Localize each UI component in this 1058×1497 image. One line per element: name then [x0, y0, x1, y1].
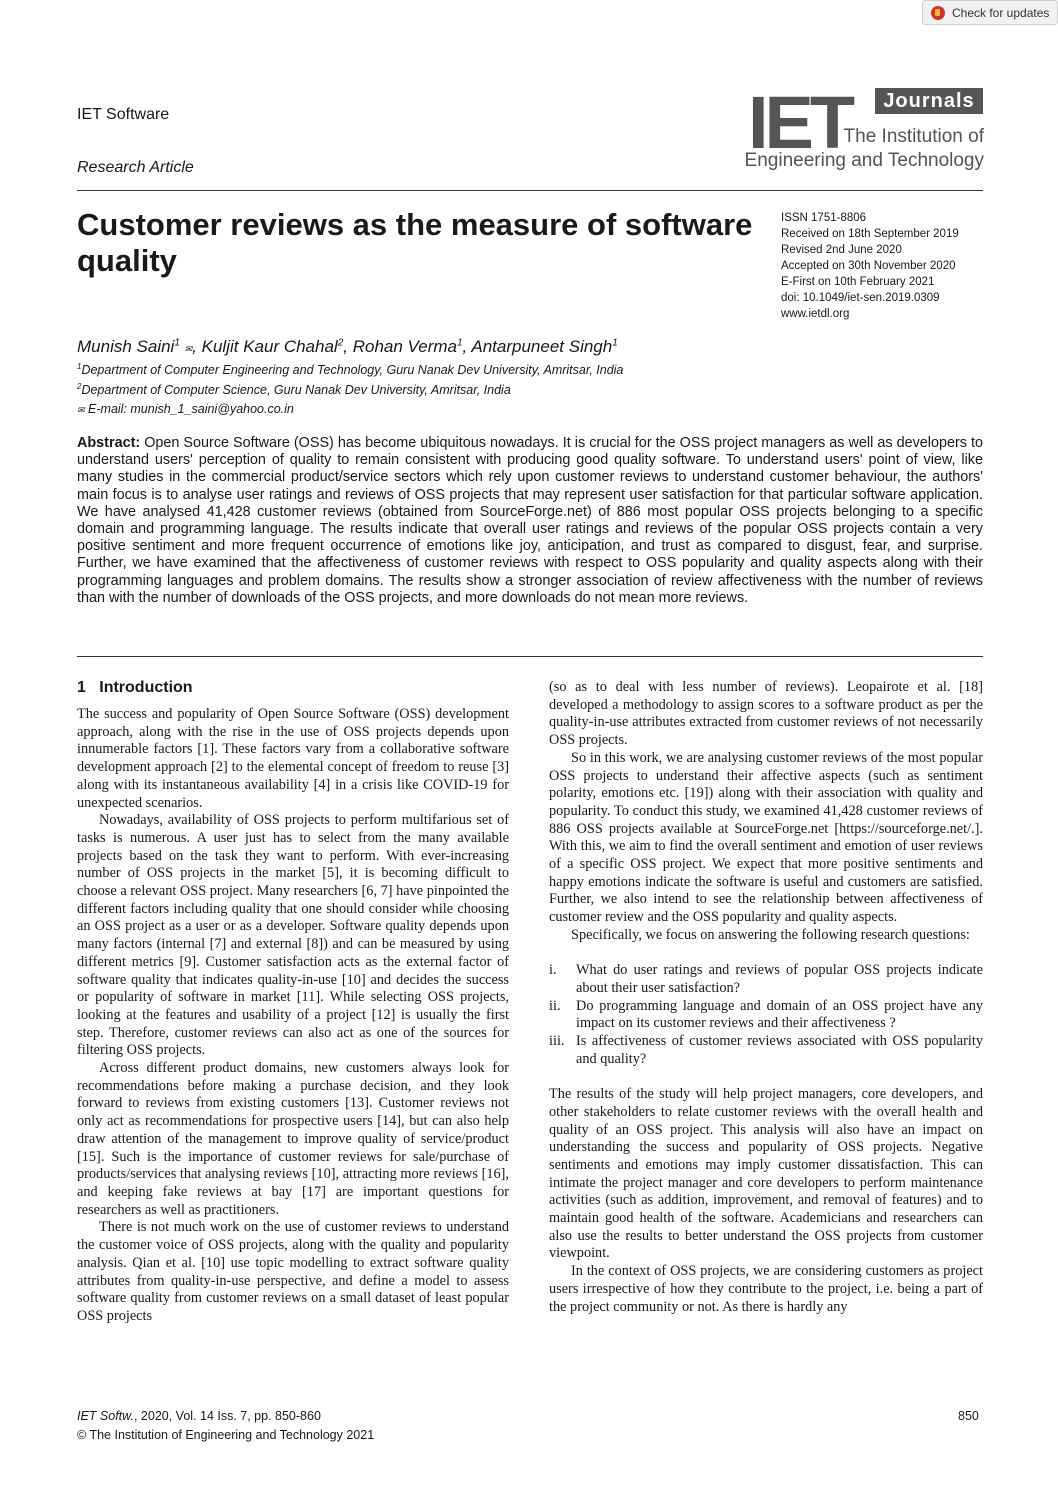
abstract	[77, 435, 983, 607]
right-column	[549, 679, 983, 1316]
iet-journals-logo	[744, 81, 984, 176]
accepted-date: Accepted on 30th November 2020	[781, 260, 956, 272]
research-question: iii. Is affectiveness of customer reviews associated with OSS popularity and quality?	[549, 1033, 983, 1067]
check-for-updates-button[interactable]	[922, 0, 1058, 25]
author-name: Munish Saini	[77, 337, 175, 356]
page-number: 850	[958, 1409, 979, 1423]
paragraph: Nowadays, availability of OSS projects to perform multifarious set of tasks is numerous. A user just has to select from the many available projects based on the task they want to perform. With ever-increasing number of OSS projects in the market [5], it is becoming difficult to choose a relevant OSS project. Many researchers [6, 7] have pinpointed the different factors including quality that one should consider while choosing an OSS project as a user or as a developer. Software quality depends upon many factors (internal [7] and external [8]) and can be measured by using different metrics [9]. Customer satisfaction acts as the external factor of software quality that indicates quality-in-use [10] and decides the success or popularity of software in market [11]. While selecting OSS projects, looking at the features and usability of a project [12] is usually the first step. Therefore, customer reviews can also act as one of the sources for filtering OSS projects.	[77, 812, 509, 1059]
envelope-icon: ✉	[77, 405, 85, 415]
section-heading: 1 Introduction	[77, 679, 193, 696]
author-name: Kuljit Kaur Chahal	[201, 337, 338, 356]
article-type: Research Article	[77, 159, 194, 176]
author-name: Rohan Verma	[352, 337, 457, 356]
author-list: Munish Saini$^1$ ✉, Kuljit Kaur Chahal$^2$, Rohan Verma$^1$, Antarpuneet Singh$^1$	[77, 337, 618, 356]
affiliation-2: $^2$Department of Computer Science, Guru Nanak Dev University, Amritsar, India	[77, 382, 511, 398]
abstract-text: Open Source Software (OSS) has become ubiquitous nowadays. It is crucial for the OSS project managers as well as developers to understand users' perception of quality to remain consistent with producing good quality software. To understand users' point of view, like many studies in the commercial product/service sectors which rely upon customer reviews to understand customer behaviour, the authors' main focus is to analyse user ratings and reviews of OSS projects that may represent user satisfaction for that particular software application. We have analysed 41,428 customer reviews (obtained from SourceForge.net) of 886 most popular OSS projects belonging to a specific domain and programming language. The results indicate that overall user ratings and reviews of the popular OSS projects contain a very positive sentiment and more frequent occurrence of emotions like joy, anticipation, and trust as compared to disgust, fear, and surprise. Further, we have examined that the affectiveness of customer reviews with respect to OSS popularity and quality aspects along with their programming languages and problem domains. The results show a stronger association of review affectiveness with the number of reviews than with the number of downloads of the OSS projects, and more downloads do not mean more reviews.	[77, 435, 983, 606]
article-metadata	[781, 210, 959, 322]
received-date: Received on 18th September 2019	[781, 228, 959, 240]
doi[interactable]: doi: 10.1049/iet-sen.2019.0309	[781, 292, 940, 304]
journal-name: IET Software	[77, 106, 170, 123]
paragraph: (so as to deal with less number of reviews). Leopairote et al. [18] developed a methodology to assign scores to a software product as per the quality-in-use attributes extracted from customer reviews of not necessarily OSS projects.	[549, 679, 983, 749]
crossmark-icon	[931, 6, 945, 20]
paragraph: The results of the study will help project managers, core developers, and other stakeholders to relate customer reviews with the overall health and quality of an OSS project. This analysis will also have an impact on understanding the success and popularity of OSS projects. Negative sentiments and emotions may imply customer dissatisfaction. This can intimate the project manager and core developers to perform maintenance activities (such as addition, improvement, and removal of features) and to maintain good health of the software. Academicians and researchers can also use the results to better understand the OSS projects from customer viewpoint.	[549, 1086, 983, 1262]
paragraph: In the context of OSS projects, we are considering customers as project users irrespective of how they contribute to the project, i.e. being a part of the project community or not. As there is hardly any	[549, 1263, 983, 1315]
check-for-updates-label: Check for updates	[952, 5, 1050, 20]
efirst-date: E-First on 10th February 2021	[781, 276, 935, 288]
research-question: ii. Do programming language and domain of an OSS project have any impact on its customer reviews and their affectiveness ?	[549, 997, 983, 1032]
corresponding-email: ✉ E-mail: munish_1_saini@yahoo.co.in	[77, 402, 294, 416]
footer-copyright: © The Institution of Engineering and Technology 2021	[77, 1428, 375, 1442]
envelope-icon: ✉	[184, 344, 193, 354]
logo-brand: IET	[748, 81, 852, 164]
paragraph: So in this work, we are analysing customer reviews of the most popular OSS projects to understand their affective aspects (such as sentiment polarity, emotions etc. [19]) along with their association with quality and popularity. To conduct this study, we examined 41,428 customer reviews of 886 OSS projects available at SourceForge.net [https://sourceforge.net/.]. With this, we aim to find the overall sentiment and emotion of user reviews of a specific OSS project. We expect that more positive sentiments and happy emotions indicate the software is useful and customers are satisfied. Further, we also intend to see the relationship between affectiveness of customer review and the OSS popularity and quality aspects.	[549, 749, 983, 926]
paragraph: There is not much work on the use of customer reviews to understand the customer voice of OSS projects, along with the quality and popularity analysis. Qian et al. [10] use topic modelling to extract software quality attributes from quality-in-use perspective, and define a model to assess software quality from customer reviews on a small dataset of least popular OSS projects	[77, 1219, 509, 1324]
left-column	[77, 706, 509, 1326]
logo-journals: Journals	[875, 88, 983, 114]
abstract-divider	[77, 656, 983, 657]
logo-line2: Engineering and Technology	[744, 150, 984, 171]
research-question: i. What do user ratings and reviews of popular OSS projects indicate about their user satisfaction?	[549, 962, 983, 996]
paragraph: The success and popularity of Open Source Software (OSS) development approach, along with the rise in the use of OSS projects depends upon innumerable factors [1]. These factors vary from a collaborative software development approach [2] to the elemental concept of freedom to reuse [3] along with its instantaneous availability [4] in a crisis like COVID-19 for unexpected scenarios.	[77, 706, 509, 811]
abstract-label: Abstract:	[77, 435, 141, 451]
revised-date: Revised 2nd June 2020	[781, 244, 902, 256]
paragraph: Across different product domains, new customers always look for recommendations before making a purchase decision, and they look forward to reviews from existing customers [13]. Customer reviews not only act as recommendations for prospective users [14], but can also help draw attention of the management to improve quality of service/product [15]. Such is the importance of customer reviews for sale/purchase of products/services that analysing reviews [10], attracting more reviews [16], and keeping fake reviews at bay [17] are important questions for researchers as well as practitioners.	[77, 1060, 509, 1218]
logo-line1: The Institution of	[843, 126, 984, 147]
issn: ISSN 1751-8806	[781, 212, 867, 224]
author-name: Antarpuneet Singh	[471, 337, 613, 356]
affiliation-1: $^1$Department of Computer Engineering and Technology, Guru Nanak Dev University, Amritsar, India	[77, 362, 624, 378]
header-divider	[77, 190, 983, 191]
paragraph: Specifically, we focus on answering the following research questions:	[571, 926, 970, 943]
article-title: Customer reviews as the measure of software quality	[77, 207, 753, 278]
website-link[interactable]: www.ietdl.org	[781, 308, 850, 320]
footer-citation: IET Softw., 2020, Vol. 14 Iss. 7, pp. 850-860	[77, 1409, 321, 1423]
